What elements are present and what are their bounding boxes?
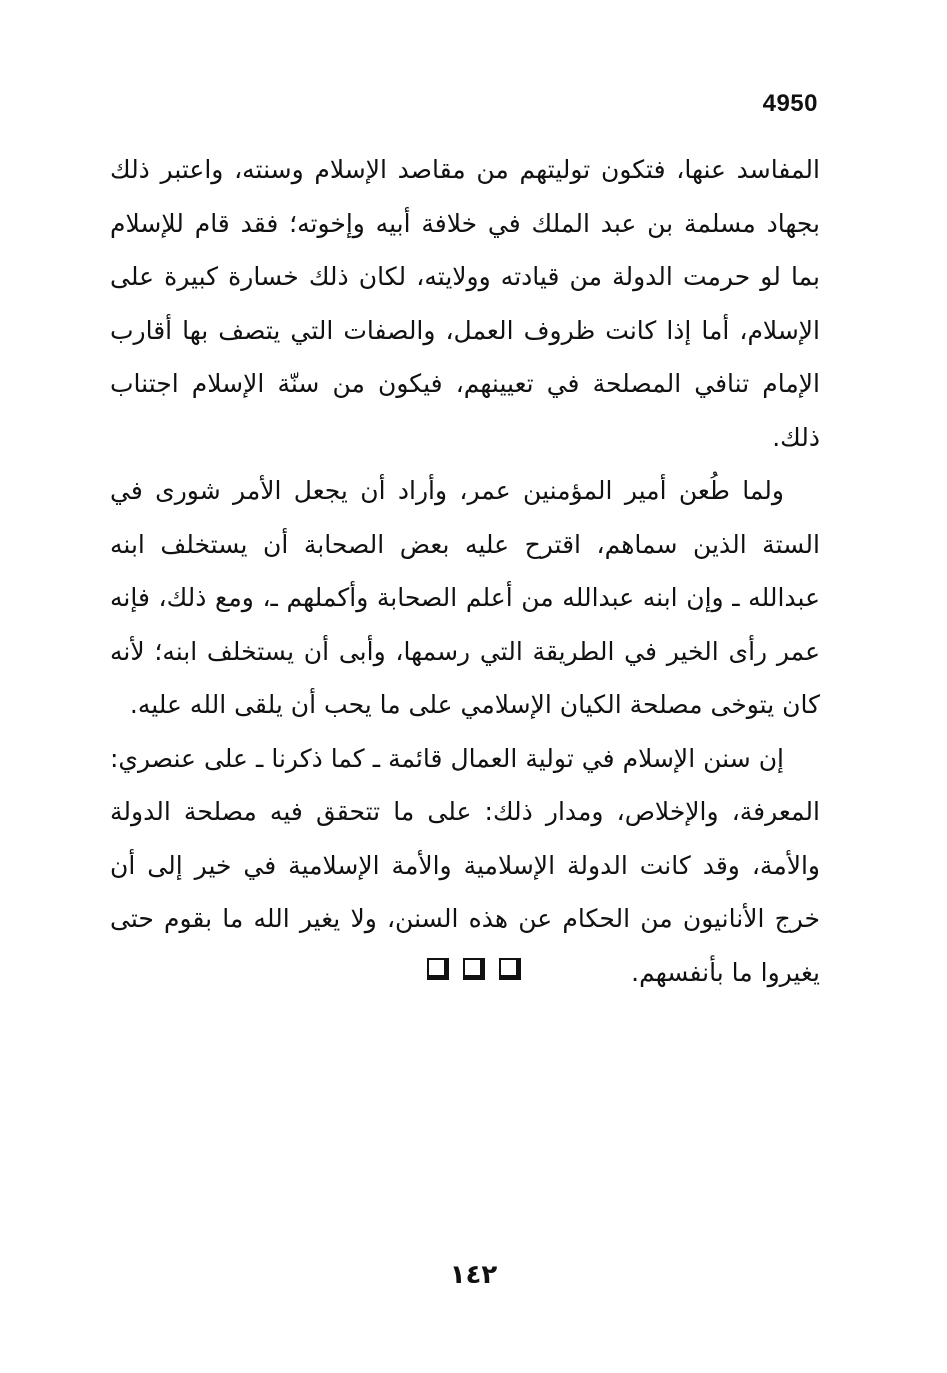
paragraph-2: ولما طُعن أمير المؤمنين عمر، وأراد أن يجعل الأمر شورى في الستة الذين سماهم، اقترح عليه بعض الصحابة أن يستخلف ابنه عبدالله ـ وإن ابنه عبدالله من أعلم الصحابة وأكملهم ـ، ومع ذلك، فإنه عمر رأى الخير في الطريقة التي رسمها، وأبى أن يستخلف ابنه؛ لأنه كان يتوخى مصلحة الكيان الإسلامي على ما يحب أن يلقى الله عليه. <box>110 476 820 719</box>
ornament-square-icon <box>463 958 485 980</box>
page-number: ١٤٢ <box>449 1260 498 1290</box>
ornament-square-icon <box>427 958 449 980</box>
section-divider-ornament <box>0 958 947 980</box>
paragraph-3: إن سنن الإسلام في تولية العمال قائمة ـ كما ذكرنا ـ على عنصري: المعرفة، والإخلاص، ومدار ذلك: على ما تتحقق فيه مصلحة الدولة والأمة، وقد كانت الدولة الإسلامية والأمة الإسلامية في خير إلى أن خرج الأنانيون من الحكام عن هذه السنن، ولا يغير الله ما بقوم حتى يغيروا ما بأنفسهم. <box>110 743 820 987</box>
ornament-square-icon <box>499 958 521 980</box>
body-text <box>110 143 820 999</box>
paragraph-1: المفاسد عنها، فتكون توليتهم من مقاصد الإسلام وسنته، واعتبر ذلك بجهاد مسلمة بن عبد الملك في خلافة أبيه وإخوته؛ فقد قام للإسلام بما لو حرمت الدولة من قيادته وولايته، لكان ذلك خسارة كبيرة على الإسلام، أما إذا كانت ظروف العمل، والصفات التي يتصف بها أقارب الإمام تنافي المصلحة في تعيينهم، فيكون من سنّة الإسلام اجتناب ذلك. <box>110 155 820 452</box>
page-code: 4950 <box>762 90 818 117</box>
